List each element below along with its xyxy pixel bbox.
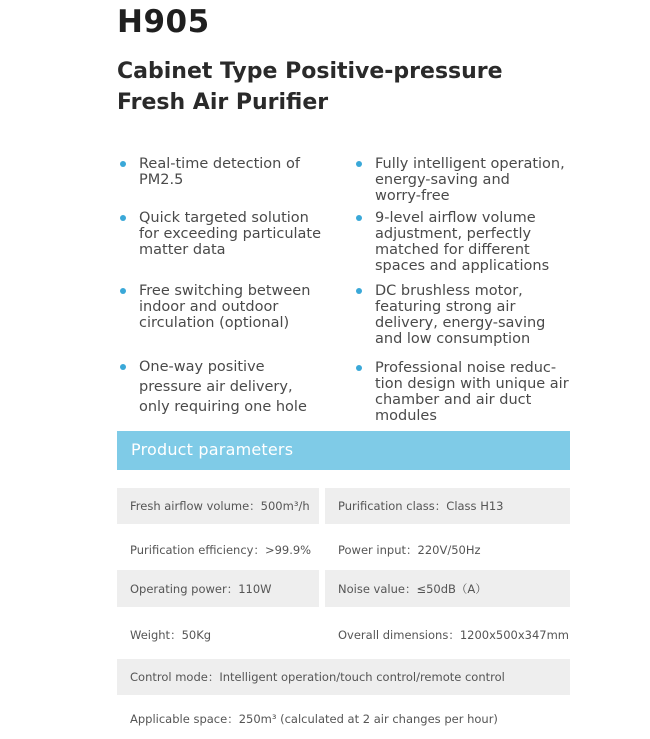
feature-item	[118, 283, 343, 331]
bullet-icon	[356, 161, 362, 167]
parameters-heading: Product parameters	[131, 440, 294, 459]
feature-text: Free switching between indoor and outdoor circulation (optional)	[139, 283, 311, 331]
bullet-icon	[120, 161, 126, 167]
bullet-icon	[356, 215, 362, 221]
feature-text: DC brushless motor, featuring strong air delivery, energy-saving and low consumption	[375, 283, 546, 347]
feature-text: Professional noise reduc- tion design with unique air chamber and air duct modules	[375, 360, 569, 424]
feature-item	[118, 210, 343, 258]
feature-item	[118, 156, 343, 188]
bullet-icon	[120, 288, 126, 294]
feature-item	[354, 283, 594, 347]
param-power-input: Power input：220V/50Hz	[338, 543, 481, 557]
feature-item	[354, 210, 594, 274]
param-weight: Weight：50Kg	[130, 628, 212, 642]
bullet-icon	[120, 364, 126, 370]
product-title-line-2: Fresh Air Purifier	[117, 90, 329, 115]
feature-text: Fully intelligent operation, energy-saving and worry-free	[375, 156, 565, 204]
feature-item	[118, 357, 343, 417]
feature-item	[354, 156, 594, 204]
param-control-mode: Control mode：Intelligent operation/touch control/remote control	[117, 659, 570, 695]
model-number: H905	[117, 4, 210, 40]
bullet-icon	[356, 288, 362, 294]
feature-text: Quick targeted solution for exceeding particulate matter data	[139, 210, 322, 258]
param-applicable-space: Applicable space：250m³ (calculated at 2 air changes per hour)	[130, 712, 498, 726]
param-noise-value: Noise value：≤50dB（A）	[325, 570, 570, 607]
product-title-line-1: Cabinet Type Positive-pressure	[117, 59, 503, 84]
param-overall-dimensions: Overall dimensions：1200x500x347mm	[338, 628, 569, 642]
product-title	[117, 56, 597, 118]
feature-item	[354, 360, 594, 424]
feature-text: 9-level airflow volume adjustment, perfectly matched for different spaces and applications	[375, 210, 550, 274]
parameters-banner	[117, 431, 570, 470]
feature-text: One-way positive pressure air delivery, only requiring one hole	[139, 359, 307, 415]
feature-text: Real-time detection of PM2.5	[139, 156, 300, 188]
param-fresh-airflow: Fresh airflow volume：500m³/h	[117, 488, 319, 524]
param-operating-power: Operating power：110W	[117, 570, 319, 607]
bullet-icon	[120, 215, 126, 221]
param-purification-efficiency: Purification efficiency：>99.9%	[130, 543, 312, 557]
param-purification-class: Purification class：Class H13	[325, 488, 570, 524]
bullet-icon	[356, 365, 362, 371]
